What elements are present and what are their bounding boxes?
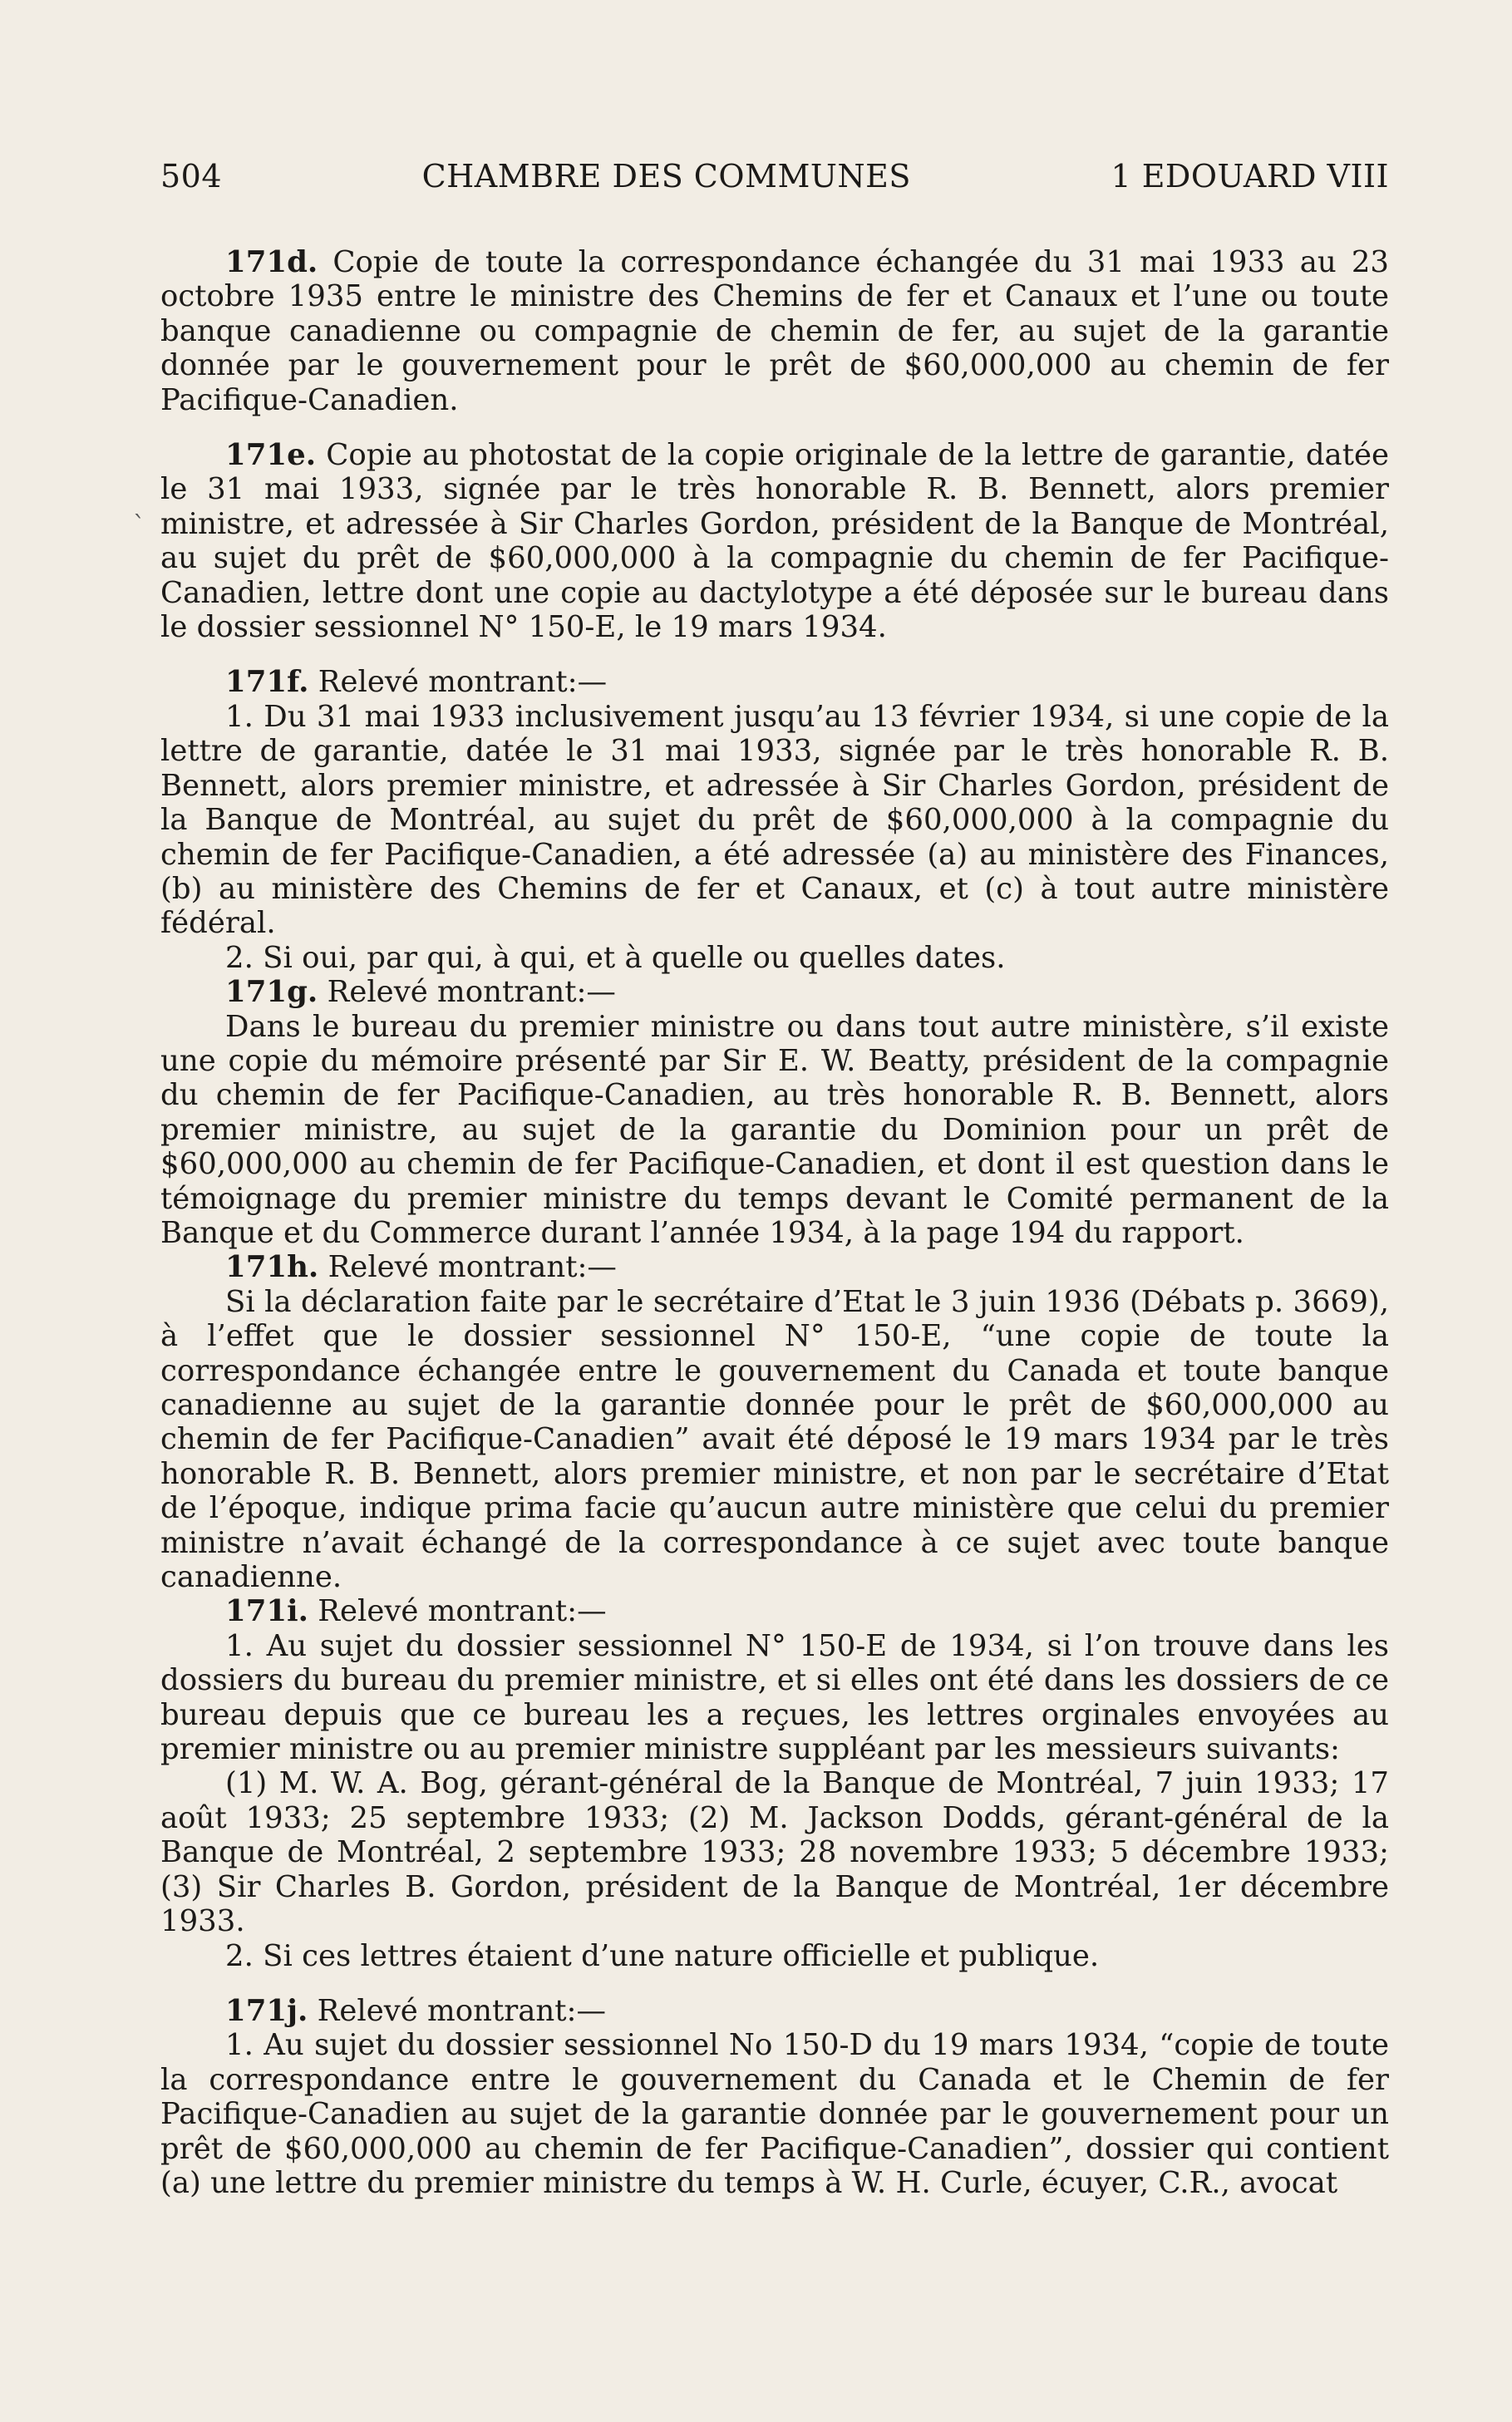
entry-text: Copie au photostat de la copie originale de la lettre de garantie, datée le 31 mai 1933, signée par le très honorable R. B. Bennett, alors premier ministre, et adressée à Sir Charles Gordon, président de la Banque de Montréal, au sujet du prêt de $60,000,000 à la compagnie du chemin de fer Pacifique-Canadien, lettre dont une copie au dactylotype a été déposée sur le bureau dans le dossier sessionnel N° 150-E, le 19 mars 1934. [160,438,1389,645]
entry-paragraph: Si la déclaration faite par le secrétaire d’Etat le 3 juin 1936 (Débats p. 3669), à l’effet que le dossier sessionnel N° 150-E, “une copie de toute la correspondance échangée entre le gouvernement du Canada et toute banque canadienne au sujet de la garantie donnée pour le prêt de $60,000,000 au chemin de fer Pacifique-Canadien” avait été déposé le 19 mars 1934 par le très honorable R. B. Bennett, alors premier ministre, et non par le secrétaire d’Etat de l’époque, indique prima facie qu’aucun autre ministère que celui du premier ministre n’avait échangé de la correspondance à ce sujet avec toute banque canadienne. [160,1284,1389,1595]
entry-171d [160,245,1389,417]
document-body [160,245,1389,2200]
entry-paragraph: 2. Si ces lettres étaient d’une nature officielle et publique. [225,1938,1100,1973]
entry-number: 171f. [225,665,309,700]
entry-paragraph: 1. Au sujet du dossier sessionnel N° 150-E de 1934, si l’on trouve dans les dossiers du bureau du premier ministre, et si elles ont été dans les dossiers de ce bureau depuis que ce bureau les a reçues, les lettres orginales envoyées au premier ministre ou au premier ministre suppléant par les messieurs suivants: [160,1628,1389,1767]
entry-171i [160,1594,1389,1628]
entry-text: Copie de toute la correspondance échangée du 31 mai 1933 au 23 octobre 1935 entre le ministre des Chemins de fer et Canaux et l’une ou toute banque canadienne ou compagnie de chemin de fer, au sujet de la garantie donnée par le gouvernement pour le prêt de $60,000,000 au chemin de fer Pacifique-Canadien. [160,245,1389,417]
entry-paragraph: 2. Si oui, par qui, à qui, et à quelle ou quelles dates. [225,940,1006,975]
entry-171j [160,1994,1389,2028]
margin-mark: ˋ [133,511,145,540]
entry-number: 171e. [225,438,317,473]
session-label: 1 EDOUARD VIII [1111,158,1389,194]
entry-paragraph: Dans le bureau du premier ministre ou dans tout autre ministère, s’il existe une copie du mémoire présenté par Sir E. W. Beatty, président de la compagnie du chemin de fer Pacifique-Canadien, au très honorable R. B. Bennett, alors premier ministre, au sujet de la garantie du Dominion pour un prêt de $60,000,000 au chemin de fer Pacifique-Canadien, et dont il est question dans le témoignage du premier ministre du temps devant le Comité permanent de la Banque et du Commerce durant l’année 1934, à la page 194 du rapport. [160,1009,1389,1250]
entry-paragraph: (1) M. W. A. Bog, gérant-général de la Banque de Montréal, 7 juin 1933; 17 août 1933; 25 septembre 1933; (2) M. Jackson Dodds, gérant-général de la Banque de Montréal, 2 septembre 1933; 28 novembre 1933; 5 décembre 1933; (3) Sir Charles B. Gordon, président de la Banque de Montréal, 1er décembre 1933. [160,1766,1389,1939]
running-title: CHAMBRE DES COMMUNES [421,158,911,194]
page-number: 504 [160,158,223,194]
entry-lead: Relevé montrant:— [318,665,608,700]
page-header [160,158,1389,194]
entry-171h [160,1250,1389,1284]
entry-number: 171g. [225,975,318,1010]
entry-lead: Relevé montrant:— [317,1993,606,2028]
entry-171g [160,975,1389,1009]
entry-number: 171j. [225,1993,308,2028]
entry-number: 171h. [225,1250,319,1285]
entry-lead: Relevé montrant:— [328,1250,617,1285]
entry-paragraph: 1. Au sujet du dossier sessionnel No 150-D du 19 mars 1934, “copie de toute la correspondance entre le gouvernement du Canada et le Chemin de fer Pacifique-Canadien au sujet de la garantie donnée par le gouvernement pour un prêt de $60,000,000 au chemin de fer Pacifique-Canadien”, dossier qui contient (a) une lettre du premier ministre du temps à W. H. Curle, écuyer, C.R., avocat [160,2028,1389,2200]
entry-number: 171i. [225,1594,308,1629]
entry-paragraph: 1. Du 31 mai 1933 inclusivement jusqu’au 13 février 1934, si une copie de la lettre de garantie, datée le 31 mai 1933, signée par le très honorable R. B. Bennett, alors premier ministre, et adressée à Sir Charles Gordon, président de la Banque de Montréal, au sujet du prêt de $60,000,000 à la compagnie du chemin de fer Pacifique-Canadien, a été adressée (a) au ministère des Finances, (b) au ministère des Chemins de fer et Canaux, et (c) à tout autre ministère fédéral. [160,699,1389,941]
entry-171e [160,438,1389,644]
entry-171f [160,665,1389,699]
entry-lead: Relevé montrant:— [327,975,616,1010]
entry-number: 171d. [225,245,318,279]
entry-lead: Relevé montrant:— [318,1594,607,1629]
